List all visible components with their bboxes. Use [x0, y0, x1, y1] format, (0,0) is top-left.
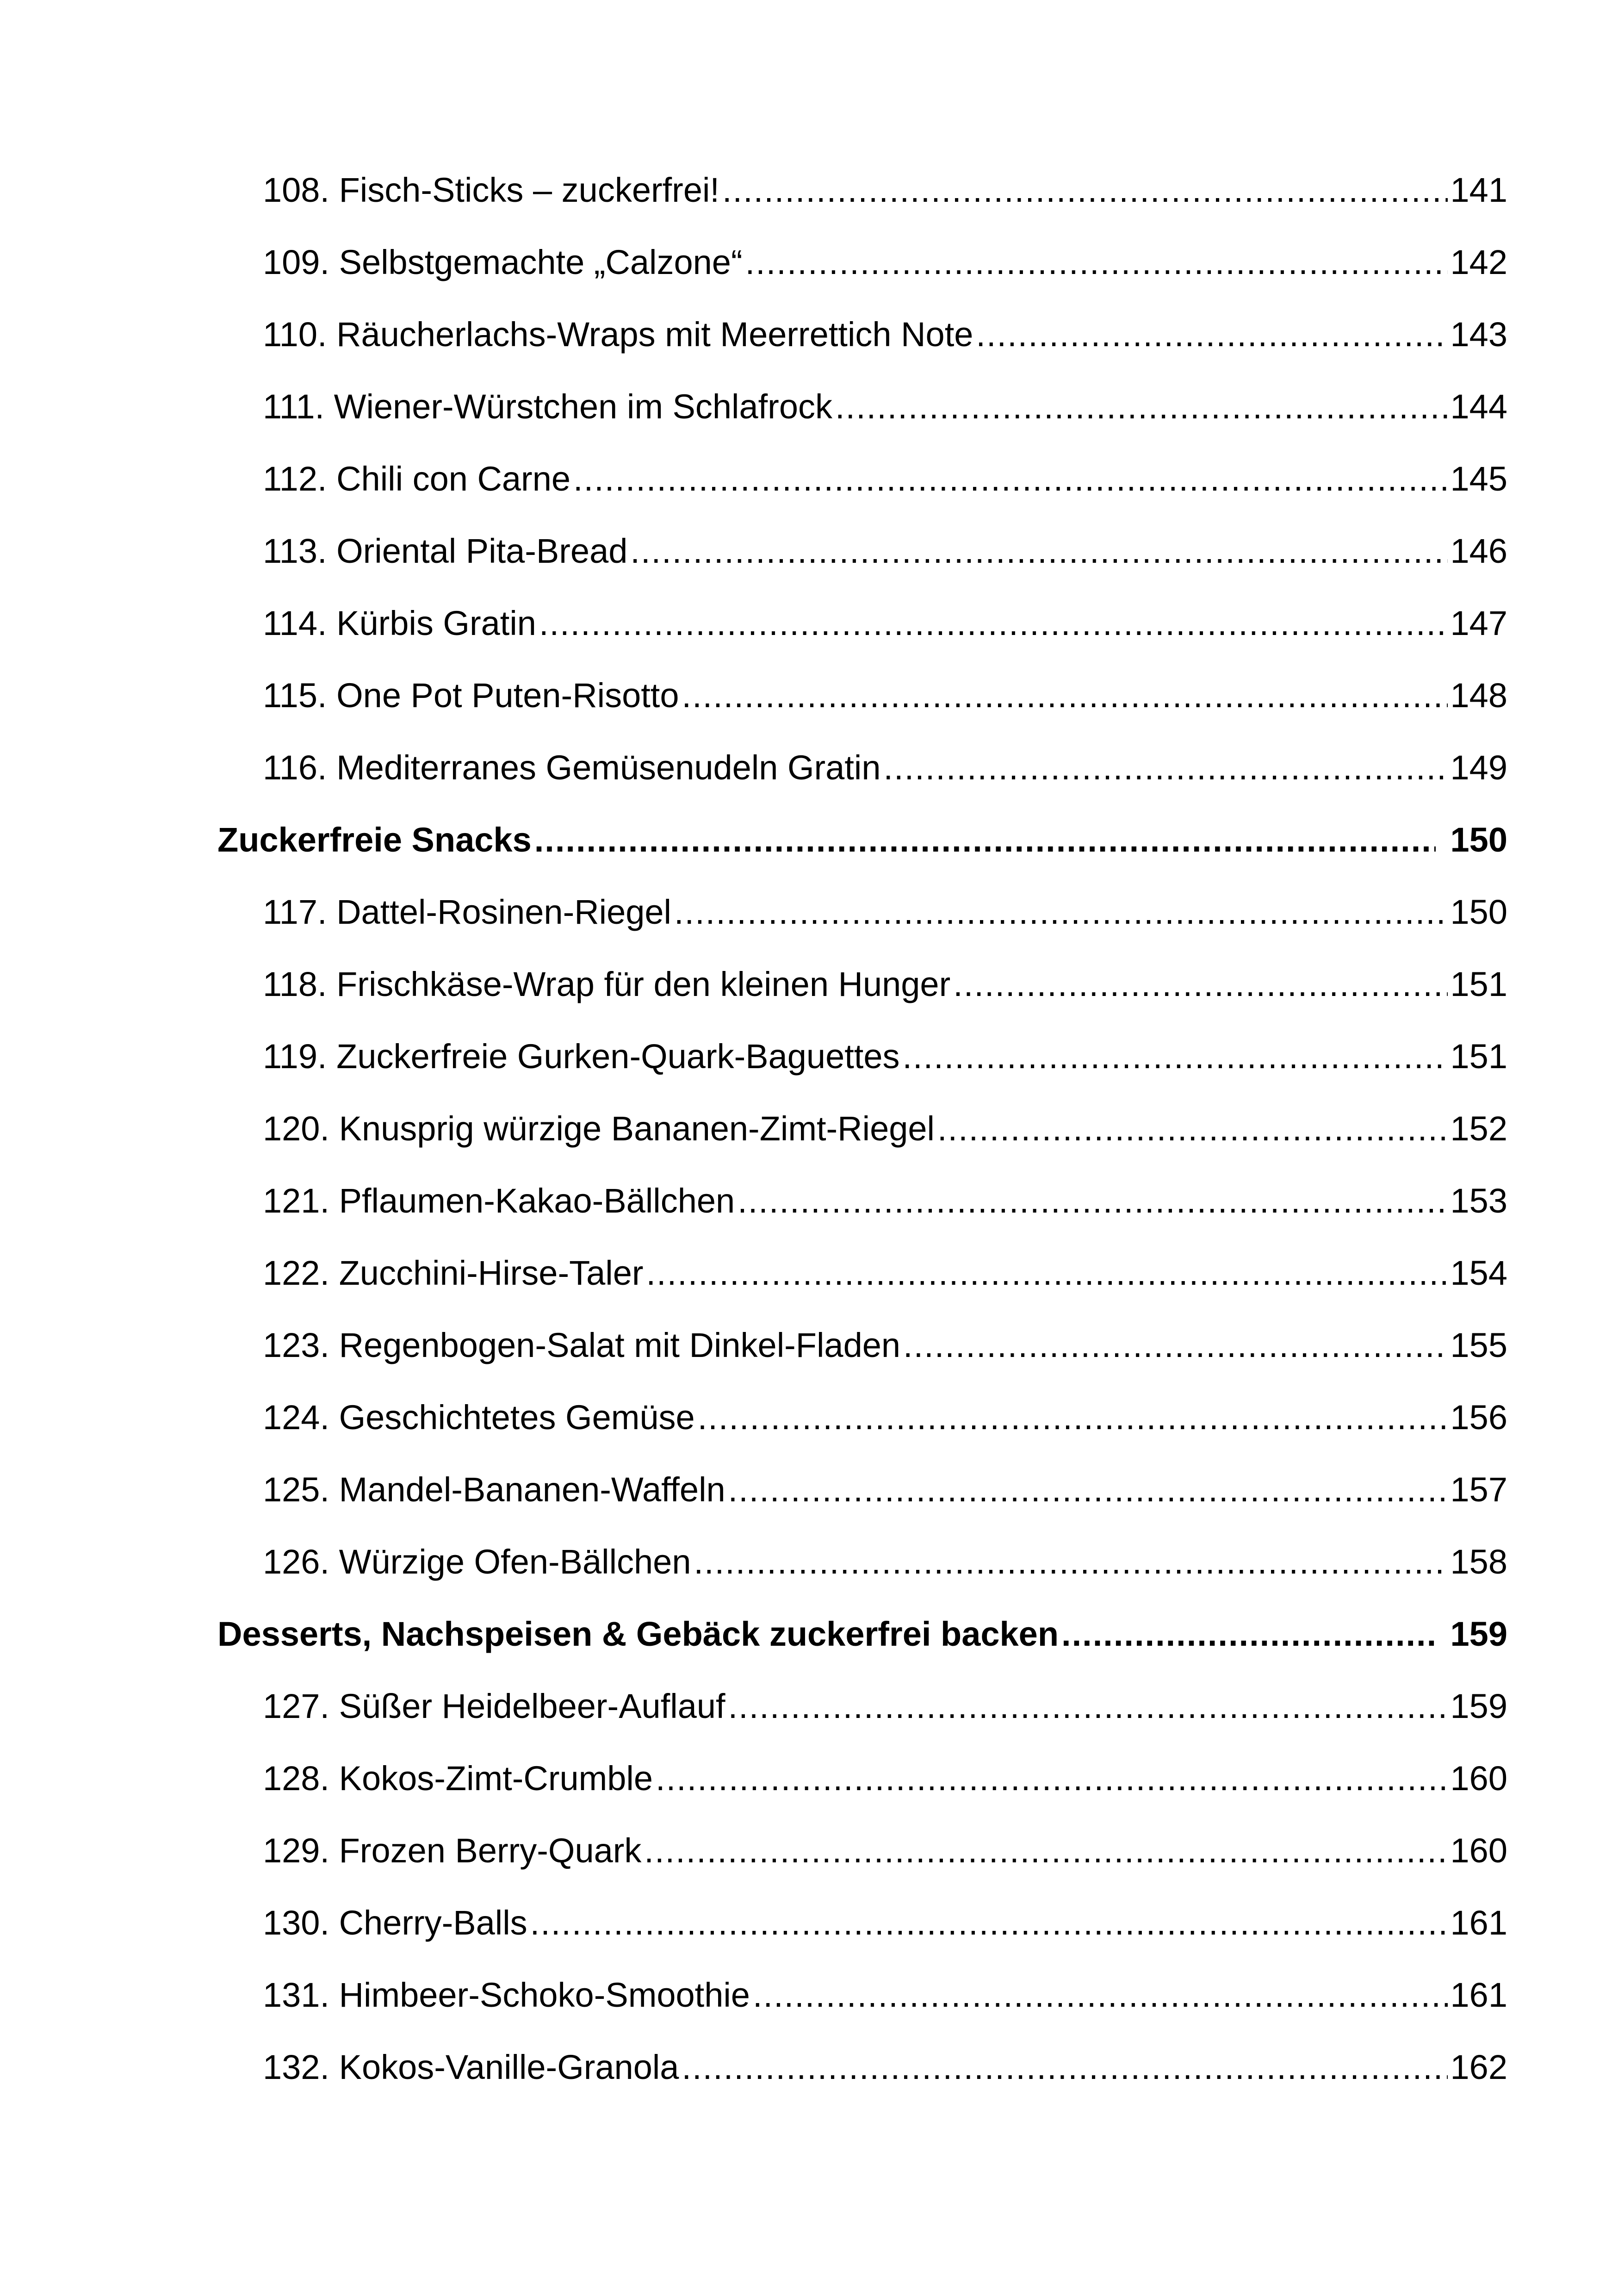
dot-leader [682, 660, 1448, 732]
entry-number: 112. [263, 460, 327, 498]
title-text: Chili con Carne [336, 460, 571, 498]
toc-entry [263, 2031, 1507, 2103]
title-text: Pflaumen-Kakao-Bällchen [339, 1182, 735, 1220]
dot-leader [534, 804, 1436, 876]
toc-entry [263, 226, 1507, 299]
toc-entry [263, 1887, 1507, 1959]
page-number: 151 [1450, 965, 1507, 1003]
entry-number: 113. [263, 532, 327, 570]
dot-leader [738, 1165, 1447, 1237]
toc-entry [263, 1454, 1507, 1526]
toc-entry [263, 1165, 1507, 1237]
title-text: Zuckerfreie Snacks [217, 821, 532, 859]
page-number: 149 [1450, 748, 1507, 787]
toc-entry [263, 1742, 1507, 1815]
title-text: Frozen Berry-Quark [339, 1831, 642, 1870]
entry-title [263, 515, 627, 587]
dot-leader [835, 371, 1448, 443]
page-number: 161 [1450, 1976, 1507, 2014]
dot-leader [903, 1309, 1447, 1381]
dot-leader [698, 1381, 1448, 1454]
entry-title [263, 1815, 641, 1887]
dot-leader [884, 732, 1448, 804]
page-number: 142 [1450, 243, 1507, 281]
entry-number: 132. [263, 2048, 330, 2086]
dot-leader [953, 948, 1447, 1020]
page-number: 161 [1450, 1904, 1507, 1942]
dot-leader [656, 1742, 1448, 1815]
entry-number: 131. [263, 1976, 330, 2014]
page-number: 154 [1450, 1254, 1507, 1292]
entry-title [263, 732, 881, 804]
toc-section-heading [217, 804, 1507, 876]
section-title [217, 1598, 1059, 1670]
page-number: 155 [1450, 1326, 1507, 1364]
entry-number: 111. [263, 387, 325, 426]
entry-number: 108. [263, 171, 330, 209]
toc-entry [263, 1381, 1507, 1454]
page-number: 146 [1450, 532, 1507, 570]
entry-title [263, 443, 570, 515]
entry-title [263, 1959, 750, 2031]
entry-title [263, 876, 671, 948]
title-text: Desserts, Nachspeisen & Gebäck zuckerfrei backen [217, 1615, 1059, 1653]
entry-title [263, 1237, 644, 1309]
entry-number: 125. [263, 1470, 330, 1509]
entry-title [263, 1381, 695, 1454]
entry-number: 123. [263, 1326, 330, 1364]
title-text: Würzige Ofen-Bällchen [339, 1543, 691, 1581]
entry-number: 126. [263, 1543, 330, 1581]
entry-title [263, 1309, 900, 1381]
title-text: Knusprig würzige Bananen-Zimt-Riegel [339, 1109, 935, 1148]
dot-leader [530, 1887, 1448, 1959]
toc-entry [263, 371, 1507, 443]
page-number: 150 [1450, 893, 1507, 931]
entry-number: 115. [263, 676, 327, 715]
toc-entry [263, 1237, 1507, 1309]
section-title [217, 804, 532, 876]
toc-entry [263, 948, 1507, 1020]
toc-entry [263, 299, 1507, 371]
title-text: Oriental Pita-Bread [336, 532, 628, 570]
toc-entry [263, 1815, 1507, 1887]
entry-title [263, 1020, 900, 1093]
toc-entry [263, 443, 1507, 515]
title-text: Zucchini-Hirse-Taler [339, 1254, 644, 1292]
title-text: Kokos-Vanille-Granola [339, 2048, 679, 2086]
title-text: Fisch-Sticks – zuckerfrei! [339, 171, 719, 209]
entry-title [263, 1454, 725, 1526]
page-number: 150 [1450, 821, 1507, 859]
title-text: Frischkäse-Wrap für den kleinen Hunger [336, 965, 951, 1003]
toc-entry [263, 515, 1507, 587]
entry-title [263, 1670, 725, 1742]
page-number: 144 [1450, 387, 1507, 426]
dot-leader [728, 1670, 1448, 1742]
dot-leader [722, 154, 1448, 226]
toc-section-heading [217, 1598, 1507, 1670]
page-number: 152 [1450, 1109, 1507, 1148]
page-number: 156 [1450, 1398, 1507, 1437]
title-text: Regenbogen-Salat mit Dinkel-Fladen [339, 1326, 901, 1364]
title-text: Kokos-Zimt-Crumble [339, 1759, 653, 1798]
toc-entry [263, 1309, 1507, 1381]
dot-leader [694, 1526, 1447, 1598]
title-text: Zuckerfreie Gurken-Quark-Baguettes [336, 1037, 900, 1076]
page-number: 145 [1450, 460, 1507, 498]
page-number: 159 [1450, 1615, 1507, 1653]
entry-number: 128. [263, 1759, 330, 1798]
entry-title [263, 1526, 691, 1598]
entry-title [263, 1742, 653, 1815]
toc-entry [263, 660, 1507, 732]
dot-leader [674, 876, 1448, 948]
entry-number: 129. [263, 1831, 330, 1870]
dot-leader [644, 1815, 1447, 1887]
toc-entry [263, 732, 1507, 804]
dot-leader [539, 587, 1448, 660]
page-number: 143 [1450, 315, 1507, 354]
entry-number: 121. [263, 1182, 330, 1220]
dot-leader [682, 2031, 1447, 2103]
title-text: Himbeer-Schoko-Smoothie [339, 1976, 750, 2014]
toc-entry [263, 876, 1507, 948]
entry-title [263, 1093, 935, 1165]
toc-entry [263, 1093, 1507, 1165]
dot-leader [976, 299, 1447, 371]
entry-number: 122. [263, 1254, 330, 1292]
entry-title [263, 371, 832, 443]
title-text: Süßer Heidelbeer-Auflauf [339, 1687, 725, 1725]
title-text: Cherry-Balls [339, 1904, 527, 1942]
dot-leader [937, 1093, 1448, 1165]
title-text: Dattel-Rosinen-Riegel [336, 893, 671, 931]
entry-number: 110. [263, 315, 327, 354]
entry-title [263, 299, 973, 371]
title-text: Wiener-Würstchen im Schlafrock [334, 387, 832, 426]
toc-entry [263, 1670, 1507, 1742]
dot-leader [745, 226, 1448, 299]
entry-number: 117. [263, 893, 327, 931]
title-text: Mandel-Bananen-Waffeln [339, 1470, 725, 1509]
entry-title [263, 226, 743, 299]
entry-number: 127. [263, 1687, 330, 1725]
entry-number: 116. [263, 748, 327, 787]
dot-leader [1061, 1598, 1436, 1670]
entry-title [263, 2031, 679, 2103]
title-text: Mediterranes Gemüsenudeln Gratin [336, 748, 881, 787]
page-number: 159 [1450, 1687, 1507, 1725]
entry-title [263, 154, 719, 226]
page-number: 147 [1450, 604, 1507, 642]
entry-number: 120. [263, 1109, 330, 1148]
toc-entry [263, 587, 1507, 660]
entry-title [263, 587, 536, 660]
toc-entry [263, 1526, 1507, 1598]
page-number: 151 [1450, 1037, 1507, 1076]
entry-number: 118. [263, 965, 327, 1003]
page-number: 153 [1450, 1182, 1507, 1220]
toc-entry [263, 154, 1507, 226]
title-text: Selbstgemachte „Calzone“ [339, 243, 743, 281]
dot-leader [903, 1020, 1448, 1093]
title-text: Räucherlachs-Wraps mit Meerrettich Note [336, 315, 973, 354]
entry-number: 130. [263, 1904, 330, 1942]
page-number: 160 [1450, 1759, 1507, 1798]
dot-leader [646, 1237, 1448, 1309]
entry-number: 124. [263, 1398, 330, 1437]
dot-leader [630, 515, 1447, 587]
page-number: 148 [1450, 676, 1507, 715]
entry-number: 109. [263, 243, 330, 281]
page-number: 160 [1450, 1831, 1507, 1870]
entry-title [263, 660, 679, 732]
toc-entry [263, 1020, 1507, 1093]
page-number: 141 [1450, 171, 1507, 209]
page-number: 157 [1450, 1470, 1507, 1509]
dot-leader [573, 443, 1448, 515]
dot-leader [728, 1454, 1448, 1526]
title-text: Geschichtetes Gemüse [339, 1398, 695, 1437]
entry-number: 119. [263, 1037, 327, 1076]
entry-title [263, 1887, 527, 1959]
entry-number: 114. [263, 604, 327, 642]
page-number: 162 [1450, 2048, 1507, 2086]
entry-title [263, 948, 950, 1020]
title-text: Kürbis Gratin [336, 604, 536, 642]
dot-leader [753, 1959, 1448, 2031]
title-text: One Pot Puten-Risotto [336, 676, 679, 715]
entry-title [263, 1165, 735, 1237]
toc-entry [263, 1959, 1507, 2031]
page-number: 158 [1450, 1543, 1507, 1581]
